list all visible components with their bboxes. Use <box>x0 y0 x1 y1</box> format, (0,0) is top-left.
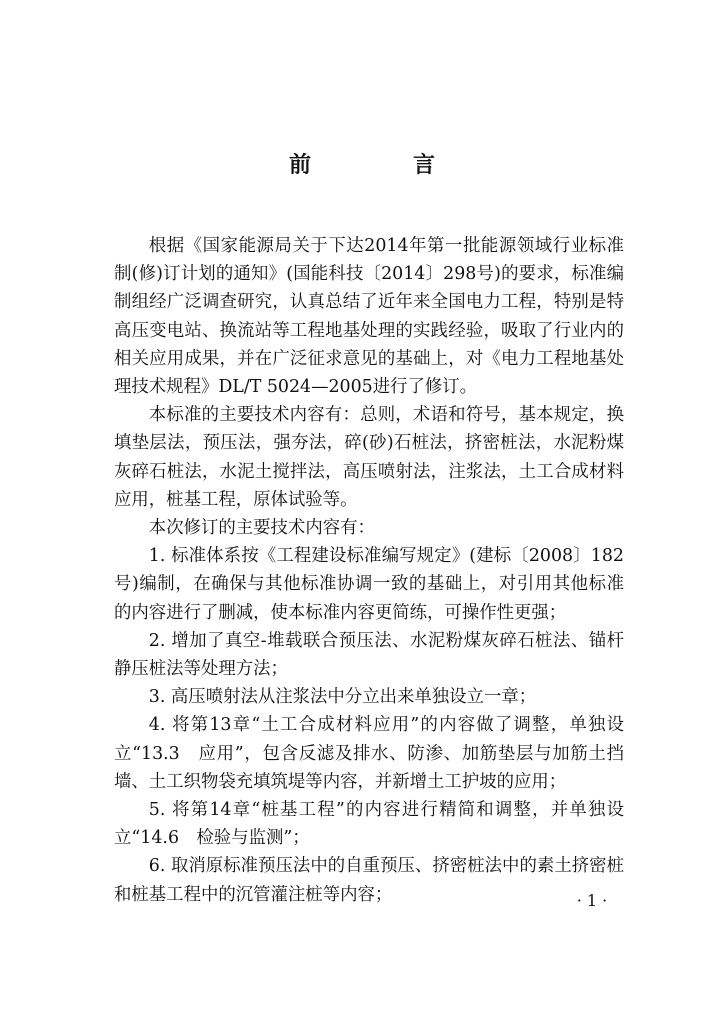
list-item: 4. 将第13章“土工合成材料应用”的内容做了调整，单独设立“13.3 应用”，包含反滤及排水、防渗、加筋垫层与加筋土挡墙、土工织物袋充填筑堤等内容，并新增土工护坡的应用； <box>114 715 624 792</box>
page-number: · 1 · <box>576 891 608 910</box>
page-title: 前 言 <box>288 152 475 178</box>
preface-body <box>114 232 624 909</box>
list-item: 1. 标准体系按《工程建设标准编写规定》(建标〔2008〕182号)编制，在确保与其他标准协调一致的基础上，对引用其他标准的内容进行了删减，使本标准内容更简练，可操作性更强； <box>114 546 624 623</box>
list-item: 3. 高压喷射法从注浆法中分立出来单独设立一章； <box>148 687 537 708</box>
list-item: 5. 将第14章“桩基工程”的内容进行精简和调整，并单独设立“14.6 检验与监测”； <box>114 800 624 849</box>
paragraph: 本次修订的主要技术内容有： <box>148 518 375 539</box>
paragraph: 根据《国家能源局关于下达2014年第一批能源领域行业标准制(修)订计划的通知》(国能科技〔2014〕298号)的要求，标准编制组经广泛调查研究，认真总结了近年来全国电力工程，特别是特高压变电站、换流站等工程地基处理的实践经验，吸取了行业内的相关应用成果，并在广泛征求意见的基础上，对《电力工程地基处理技术规程》DL/T 5024—2005进行了修订。 <box>114 236 624 398</box>
list-item: 2. 增加了真空-堆载联合预压法、水泥粉煤灰碎石桩法、锚杆静压桩法等处理方法； <box>114 630 624 680</box>
list-item: 6. 取消原标准预压法中的自重预压、挤密桩法中的素土挤密桩和桩基工程中的沉管灌注桩等内容； <box>114 856 624 905</box>
paragraph: 本标准的主要技术内容有：总则，术语和符号，基本规定，换填垫层法，预压法，强夯法，碎(砂)石桩法，挤密桩法，水泥粉煤灰碎石桩法，水泥土搅拌法，高压喷射法，注浆法，土工合成材料应用，桩基工程，原体试验等。 <box>114 405 624 510</box>
